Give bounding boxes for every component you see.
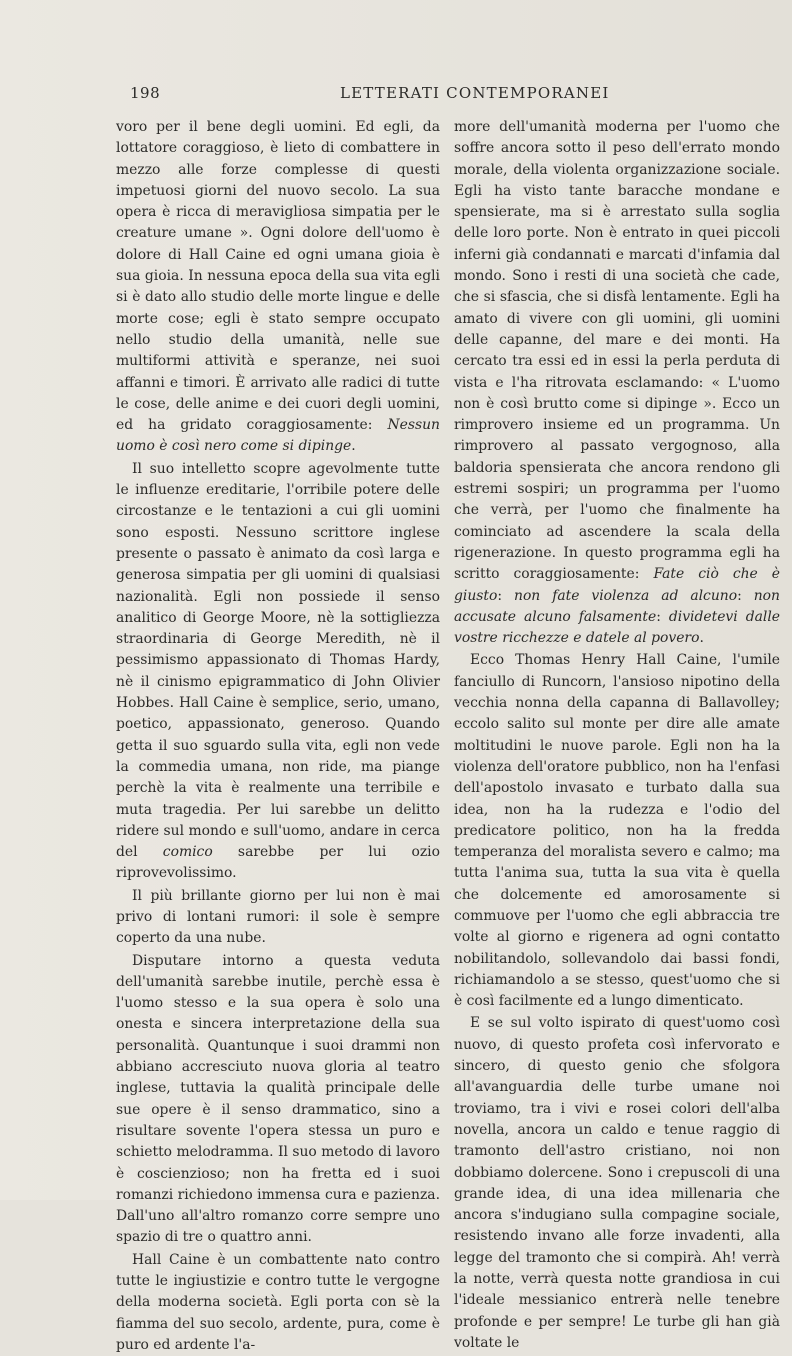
paragraph: voro per il bene degli uomini. Ed egli, da lottatore coraggioso, è lieto di combattere in mezzo alle forze complesse di questi impetuosi giorni del nuovo secolo. La sua opera è ricca di meravigliosa simpatia per le creature umane ». Ogni dolore dell'uomo è dolore di Hall Caine ed ogni umana gioia è sua gioia. In nessuna epoca della sua vita egli si è dato allo studio delle morte lingue e delle morte cose; egli è stato sempre occupato nello studio della umanità, nelle sue multiformi attività e speranze, nei suoi affanni e timori. È arrivato alle radici di tutte le cose, delle anime e dei cuori degli uomini, ed ha gridato coraggiosamente: Nessun uomo è così nero come si dipinge. (116, 119, 440, 455)
paragraph: E se sul volto ispirato di quest'uomo così nuovo, di questo profeta così infervorato e sincero, di questo genio che sfolgora all'avanguardia delle turbe umane noi troviamo, tra i vivi e rosei colori dell'alba novella, ancora un caldo e tenue raggio di tramonto dell'astro cristiano, noi non dobbiamo dolercene. Sono i crepuscoli di una grande idea, di una idea millenaria che ancora s'indugiano sulla compagine sociale, resistendo invano alle forze invadenti, alla legge del tramonto che si compirà. Ah! verrà la notte, verrà questa notte grandiosa in cui l'ideale messianico entrerà nelle tenebre profonde e per sempre! Le turbe gli han già voltate le (454, 1015, 780, 1351)
right-column (454, 117, 780, 1354)
running-head (0, 84, 792, 108)
paragraph: Hall Caine è un combattente nato contro tutte le ingiustizie e contro tutte le vergogne della moderna società. Egli porta con sè la fiamma del suo secolo, ardente, pura, come è puro ed ardente l'a- (116, 1251, 440, 1353)
paragraph: more dell'umanità moderna per l'uomo che soffre ancora sotto il peso dell'errato mondo morale, della violenta organizzazione sociale. Egli ha visto tante baracche mondane e spensierate, ma si è arrestato sulla soglia delle loro porte. Non è entrato in quei piccoli inferni già condannati e marcati d'infamia dal mondo. Sono i resti di una società che cade, che si sfascia, che si disfà lentamente. Egli ha amato di vivere con gli uomini, gli uomini delle capanne, del mare e dei monti. Ha cercato tra essi ed in essi la perla perduta di vista e l'ha ritrovata esclamando: « L'uomo non è così brutto come si dipinge ». Ecco un rimprovero insieme ed un programma. Un rimprovero al passato vergognoso, alla baldoria spensierata che ancora rendono gli estremi sospiri; un programma per l'uomo che verrà, per l'uomo che finalmente ha cominciato ad ascendere la scala della rigenerazione. In questo programma egli ha scritto coraggiosamente: Fate ciò che è giusto: non fate violenza ad alcuno: non accusate alcuno falsamente: dividetevi dalle vostre ricchezze e datele al povero. (454, 119, 781, 647)
paragraph: Disputare intorno a questa veduta dell'umanità sarebbe inutile, perchè essa è l'uomo stesso e la sua opera è solo una onesta e sincera interpretazione della sua personalità. Quantunque i suoi drammi non abbiano accresciuto nuova gloria al teatro inglese, tuttavia la qualità principale delle sue opere è il senso drammatico, sino a risultare sovente l'opera stessa un puro e schietto melodramma. Il suo metodo di lavoro è coscienzioso; non ha fretta ed i suoi romanzi richiedono immensa cura e pazienza. Dall'uno all'altro romanzo corre sempre uno spazio di tre o quattro anni. (116, 952, 440, 1246)
paragraph: Ecco Thomas Henry Hall Caine, l'umile fanciullo di Runcorn, l'ansioso nipotino della vecchia nonna della capanna di Ballavolley; eccolo salito sul monte per dire alle amate moltitudini le nuove parole. Egli non ha la violenza dell'oratore pubblico, non ha l'enfasi dell'apostolo invasato e turbato dalla sua idea, non ha la rudezza e l'odio del predicatore politico, non ha la fredda temperanza del moralista severo e calmo; ma tutta l'anima sua, tutta la sua vita è quella che dolcemente ed amorosamente si commuove per l'uomo che egli abbraccia tre volte al giorno e rigenera ad ogni contatto nobilitandolo, sollevandolo dai bassi fondi, richiamandolo a se stesso, quest'uomo che si è così facilmente ed a lungo dimenticato. (454, 652, 780, 1010)
left-column (116, 117, 440, 1356)
paragraph: Il suo intelletto scopre agevolmente tutte le influenze ereditarie, l'orribile potere delle circostanze e le tentazioni a cui gli uomini sono esposti. Nessuno scrittore inglese presente o passato è animato da così larga e generosa simpatia per gli uomini di qualsiasi nazionalità. Egli non possiede il senso analitico di George Moore, nè la sottigliezza straordinaria di George Meredith, nè il pessimismo appassionato di Thomas Hardy, nè il cinismo epigrammatico di John Olivier Hobbes. Hall Caine è semplice, serio, umano, poetico, appassionato, generoso. Quando getta il suo sguardo sulla vita, egli non vede la commedia umana, non ride, ma piange perchè la vita è realmente una terribile e muta tragedia. Per lui sarebbe un delitto ridere sul mondo e sull'uomo, andare in cerca del comico sarebbe per lui ozio riprovevolissimo. (116, 460, 440, 882)
paragraph: Il più brillante giorno per lui non è mai privo di lontani rumori: il sole è sempre coperto da una nube. (116, 887, 440, 947)
page-number: 198 (130, 84, 161, 102)
running-title: LETTERATI CONTEMPORANEI (340, 84, 610, 102)
